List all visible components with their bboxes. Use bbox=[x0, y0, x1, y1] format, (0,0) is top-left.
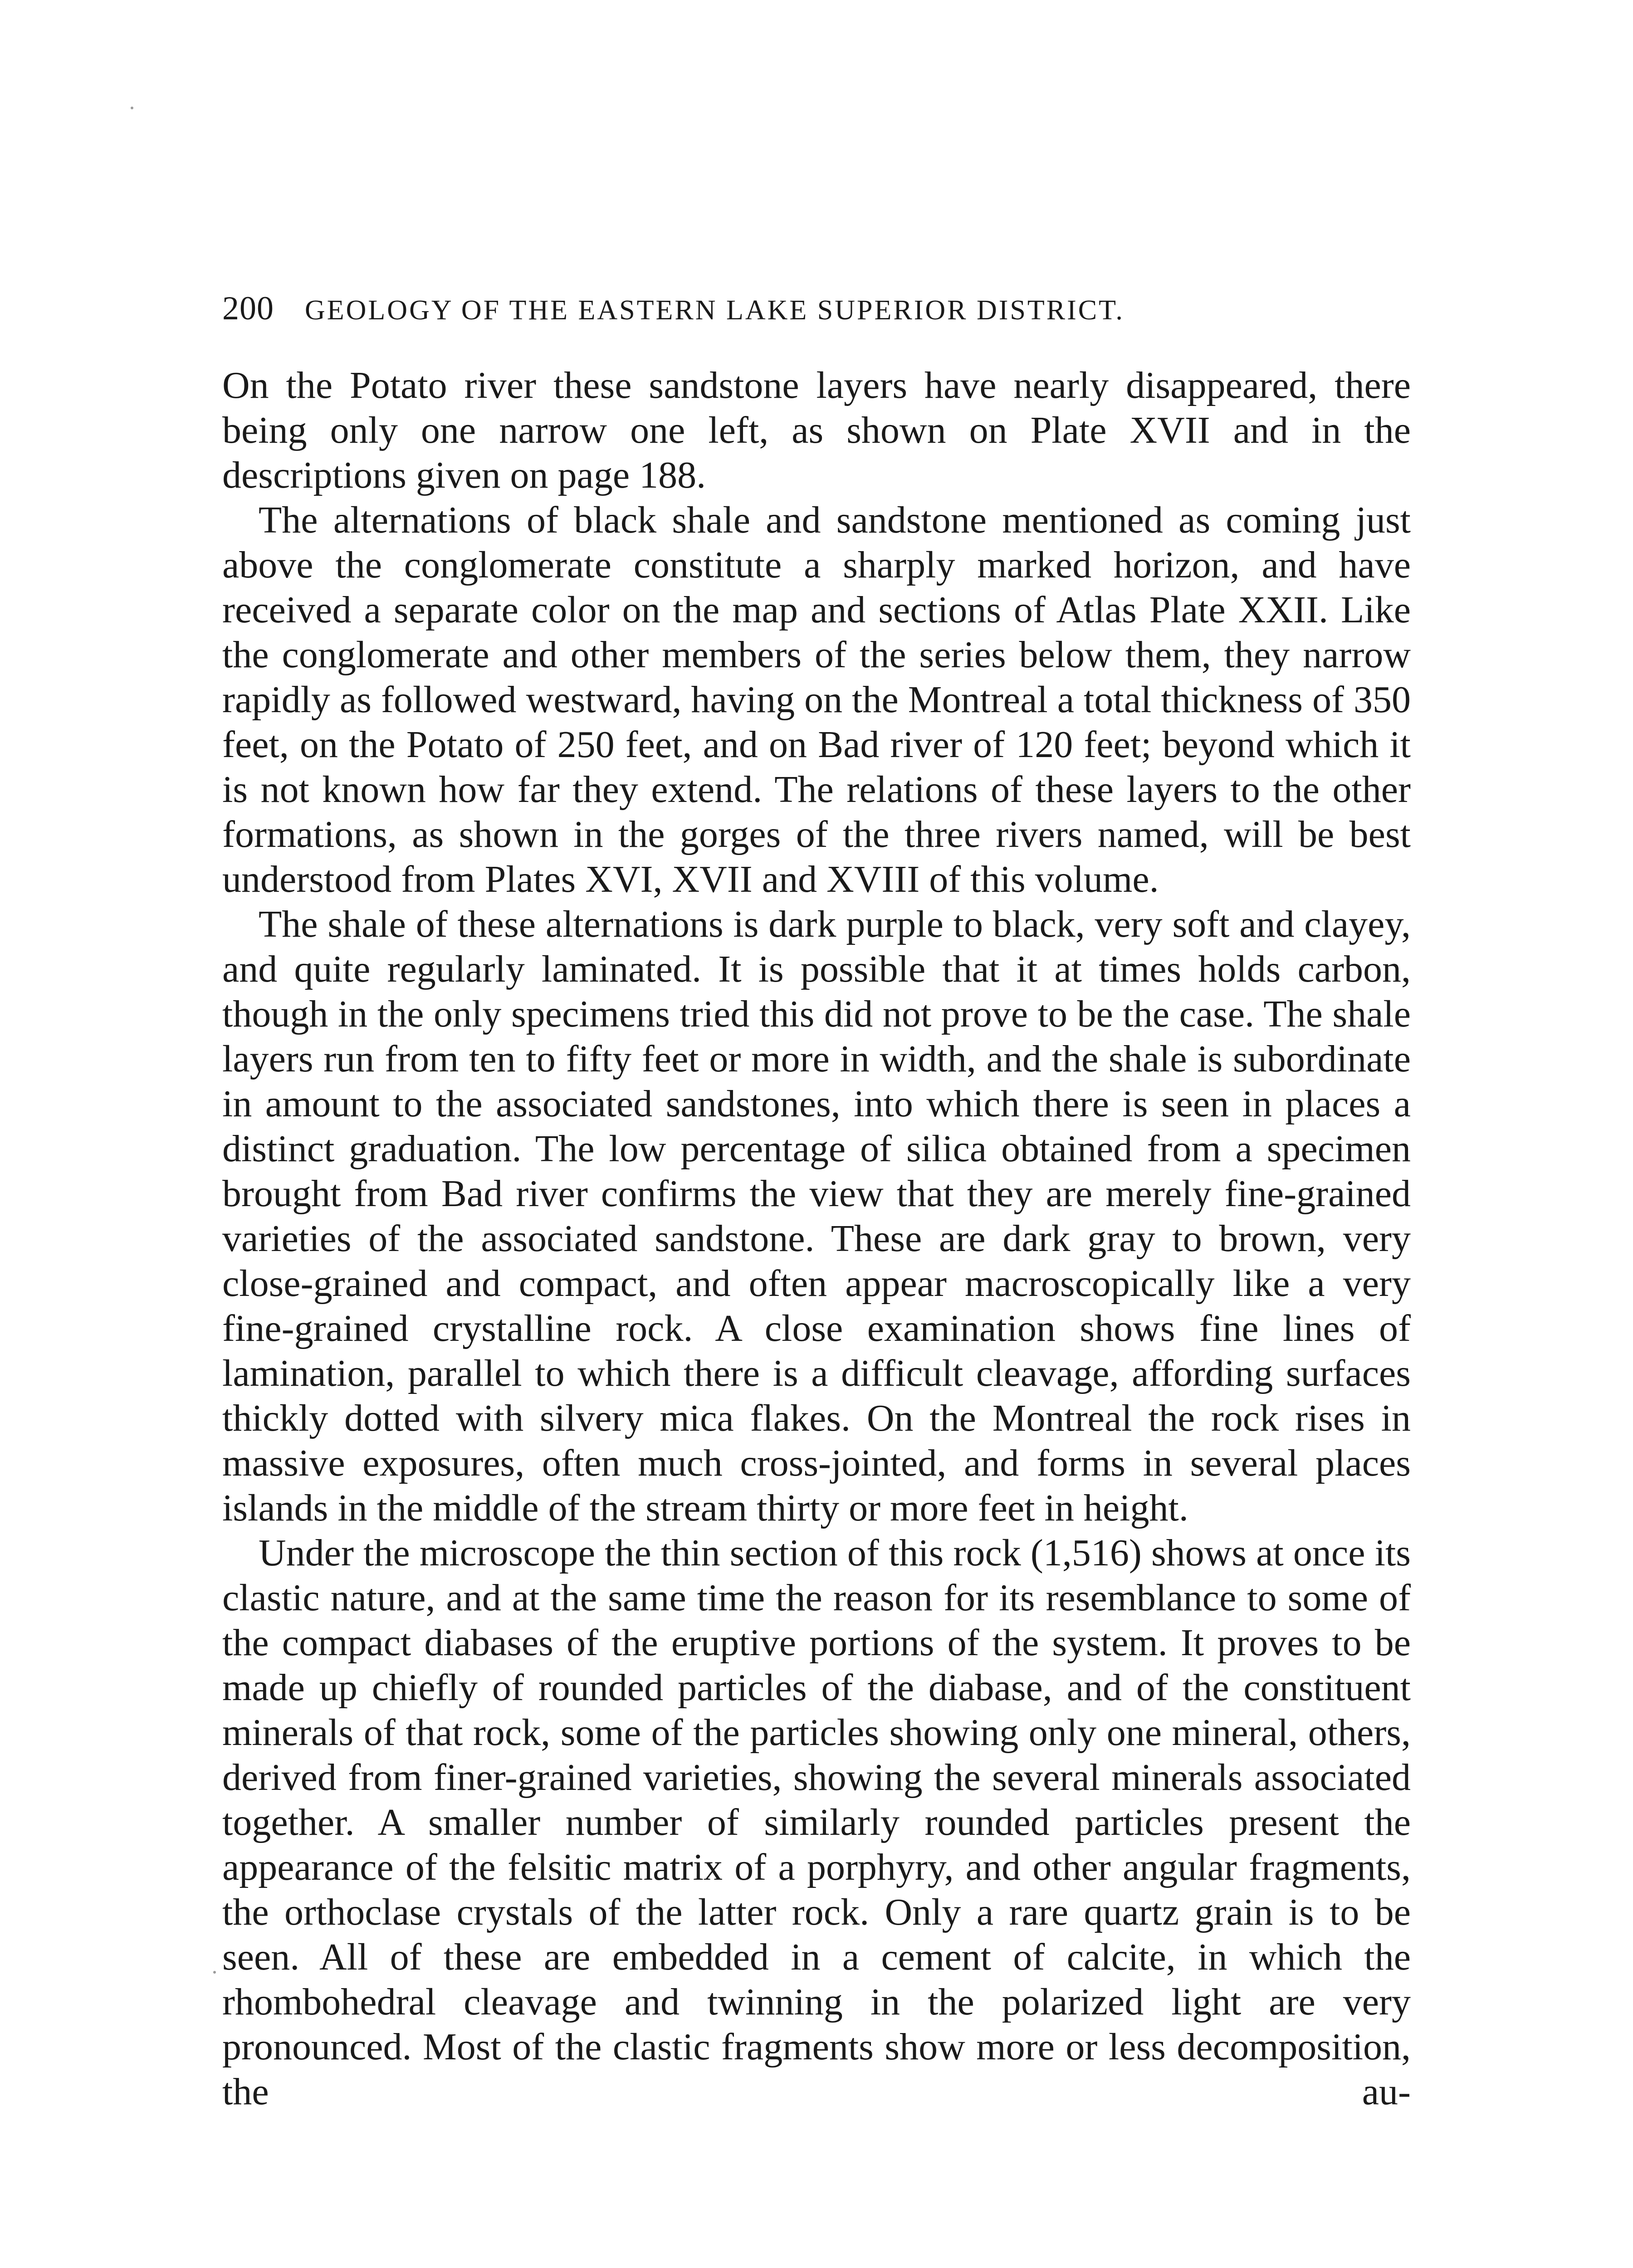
page-header bbox=[222, 286, 1402, 331]
paragraph-3: The shale of these alternations is dark purple to black, very soft and clayey, and quite regularly laminated. It is possible that it at times holds carbon, though in the only specimens tried this did not prove to be the case. The shale layers run from ten to fifty feet or more in width, and the shale is subordinate in amount to the associated sandstones, into which there is seen in places a distinct graduation. The low percentage of silica obtained from a specimen brought from Bad river confirms the view that they are merely fine-grained varieties of the associated sandstone. These are dark gray to brown, very close-grained and compact, and often appear macroscopically like a very fine-grained crystalline rock. A close examination shows fine lines of lamination, parallel to which there is a difficult cleavage, affording surfaces thickly dotted with silvery mica flakes. On the Montreal the rock rises in massive exposures, often much cross-jointed, and forms in several places islands in the middle of the stream thirty or more feet in height. bbox=[222, 903, 1411, 1529]
body-text bbox=[222, 363, 1411, 2114]
paper-speck bbox=[131, 107, 133, 109]
paper-speck bbox=[213, 1971, 216, 1974]
paragraph-1: On the Potato river these sandstone layers have nearly disappeared, there being only one narrow one left, as shown on Plate XVII and in the descriptions given on page 188. bbox=[222, 364, 1411, 496]
paragraph-4: Under the microscope the thin section of this rock (1,516) shows at once its clastic nature, and at the same time the reason for its resemblance to some of the compact diabases of the eruptive portions of the system. It proves to be made up chiefly of rounded particles of the diabase, and of the constituent minerals of that rock, some of the particles showing only one mineral, others, derived from finer-grained varieties, showing the several minerals associated together. A smaller number of similarly rounded particles present the appearance of the felsitic matrix of a porphyry, and other angular fragments, the orthoclase crystals of the latter rock. Only a rare quartz grain is to be seen. All of these are embedded in a cement of calcite, in which the rhombohedral cleavage and twinning in the polarized light are very pronounced. Most of the clastic fragments show more or less decomposition, the au- bbox=[222, 1532, 1411, 2113]
running-title: GEOLOGY OF THE EASTERN LAKE SUPERIOR DISTRICT. bbox=[305, 295, 1125, 326]
paragraph-2: The alternations of black shale and sandstone mentioned as coming just above the conglomerate constitute a sharply marked horizon, and have received a separate color on the map and sections of Atlas Plate XXII. Like the conglomerate and other members of the series below them, they narrow rapidly as followed westward, having on the Montreal a total thickness of 350 feet, on the Potato of 250 feet, and on Bad river of 120 feet; beyond which it is not known how far they extend. The relations of these layers to the other formations, as shown in the gorges of the three rivers named, will be best understood from Plates XVI, XVII and XVIII of this volume. bbox=[222, 499, 1411, 900]
page-number: 200 bbox=[222, 290, 274, 327]
